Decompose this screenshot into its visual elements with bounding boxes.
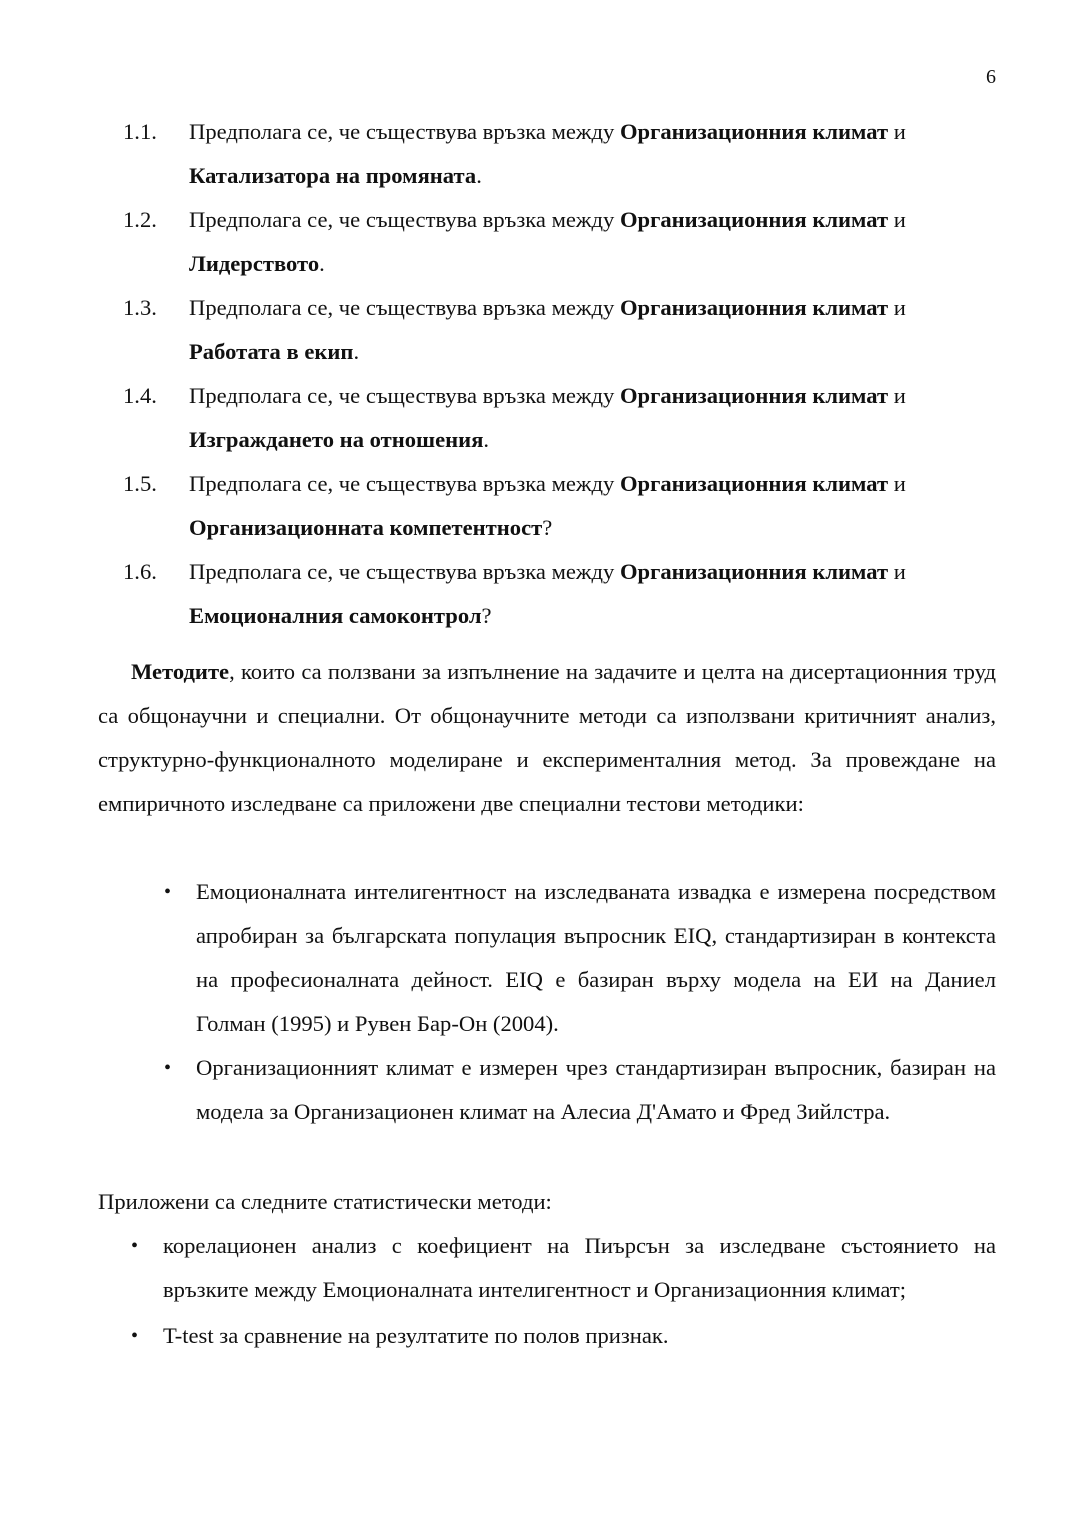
bullet-icon: • — [131, 1325, 139, 1347]
hypothesis-number: 1.5. — [123, 471, 157, 496]
page-number: 6 — [986, 66, 996, 88]
stat-methods-list — [0, 1224, 1080, 1358]
hypothesis-connector: и — [888, 119, 906, 144]
hypothesis-item — [0, 550, 997, 638]
hypothesis-item — [0, 198, 997, 286]
hypothesis-end: . — [483, 427, 490, 452]
hypothesis-item — [0, 110, 997, 198]
hypothesis-term: Изграждането на отношения — [189, 427, 484, 452]
hypothesis-item — [0, 462, 997, 550]
hypothesis-term: Катализатора на промяната — [189, 163, 477, 188]
stat-method-text: корелационен анализ с коефициент на Пиърсън за изследване състоянието на връзките между Емоционалната интелигентност и Организационния климат; — [163, 1233, 996, 1302]
test-method-item — [0, 870, 996, 1046]
hypothesis-connector: и — [888, 207, 906, 232]
methods-text: , които са ползвани за изпълнение на задачите и целта на дисертационния труд са общонаучни и специални. От общонаучните методи са използвани критичният анализ, структурно-функционалното моделиране и експерименталния метод. За провеждане на емпиричното изследване са приложени две специални тестови методики: — [98, 659, 996, 816]
stat-methods-intro: Приложени са следните статистически методи: — [98, 1189, 552, 1214]
test-method-text: Организационният климат е измерен чрез стандартизиран въпросник, базиран на модела за Организационен климат на Алесиа Д'Амато и Фред Зийлстра. — [196, 1055, 996, 1124]
hypothesis-item — [0, 286, 997, 374]
hypothesis-term-climate: Организационния климат — [619, 471, 889, 496]
hypothesis-end: . — [353, 339, 360, 364]
methods-heading-word: Методите — [131, 659, 230, 684]
hypothesis-connector: и — [888, 295, 906, 320]
hypothesis-connector: и — [888, 559, 906, 584]
hypothesis-term-climate: Организационния климат — [619, 207, 889, 232]
hypothesis-term: Работата в екип — [189, 339, 354, 364]
hypothesis-term-climate: Организационния климат — [619, 559, 889, 584]
hypothesis-end: . — [319, 251, 325, 276]
hypothesis-number: 1.6. — [123, 559, 157, 584]
hypothesis-number: 1.3. — [123, 295, 157, 320]
hypothesis-text — [189, 198, 997, 286]
stat-method-item — [0, 1314, 996, 1358]
hypothesis-text — [189, 374, 997, 462]
hypothesis-connector: и — [888, 471, 906, 496]
methods-paragraph — [98, 650, 996, 826]
bullet-icon: • — [164, 881, 172, 903]
hypothesis-number: 1.2. — [123, 207, 157, 232]
test-method-item — [0, 1046, 996, 1134]
bullet-icon: • — [164, 1057, 172, 1079]
bullet-icon: • — [131, 1235, 139, 1257]
hypothesis-term: Емоционалния самоконтрол — [189, 603, 482, 628]
hypothesis-text — [189, 286, 997, 374]
hypothesis-lead: Предполага се, че съществува връзка между — [189, 119, 620, 144]
hypothesis-text — [189, 550, 997, 638]
hypothesis-number: 1.4. — [123, 383, 157, 408]
test-methods-list — [0, 870, 1080, 1134]
hypothesis-connector: и — [888, 383, 906, 408]
hypothesis-end: . — [476, 163, 482, 188]
hypotheses-list — [0, 110, 1080, 638]
hypothesis-lead: Предполага се, че съществува връзка между — [189, 383, 620, 408]
hypothesis-text — [189, 462, 997, 550]
hypothesis-term-climate: Организационния климат — [619, 295, 889, 320]
hypothesis-lead: Предполага се, че съществува връзка между — [189, 471, 620, 496]
test-method-text: Емоционалната интелигентност на изследваната извадка е измерена посредством апробиран за българската популация въпросник EIQ, стандартизиран в контекста на професионалната дейност. EIQ е базиран върху модела на ЕИ на Даниел Голман (1995) и Рувен Бар-Он (2004). — [196, 879, 996, 1036]
hypothesis-item — [0, 374, 997, 462]
hypothesis-end: ? — [481, 603, 492, 628]
hypothesis-term: Лидерството — [189, 251, 320, 276]
stat-method-text: T-test за сравнение на резултатите по полов признак. — [163, 1323, 669, 1348]
hypothesis-lead: Предполага се, че съществува връзка между — [189, 559, 620, 584]
hypothesis-text — [189, 110, 997, 198]
hypothesis-number: 1.1. — [123, 119, 157, 144]
hypothesis-lead: Предполага се, че съществува връзка между — [189, 207, 620, 232]
hypothesis-term-climate: Организационния климат — [619, 119, 889, 144]
hypothesis-term: Организационната компетентност — [189, 515, 543, 540]
hypothesis-term-climate: Организационния климат — [619, 383, 889, 408]
hypothesis-end: ? — [542, 515, 553, 540]
stat-method-item — [0, 1224, 996, 1312]
hypothesis-lead: Предполага се, че съществува връзка между — [189, 295, 620, 320]
